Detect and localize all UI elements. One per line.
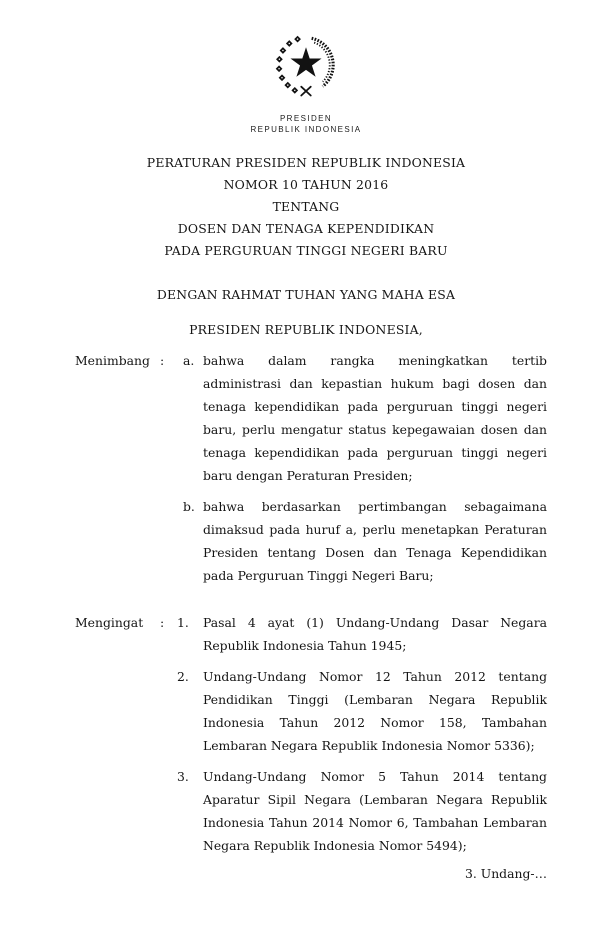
considering-item-b — [177, 495, 547, 587]
title-line-subject-1: DOSEN DAN TENAGA KEPENDIDIKAN — [177, 221, 435, 236]
item-marker: 3. — [177, 769, 189, 784]
seal-caption-line2: REPUBLIK INDONESIA — [250, 124, 362, 134]
item-text: bahwa berdasarkan pertimbangan sebagaimana dimaksud pada huruf a, perlu menetapkan Peraturan Presiden tentang Dosen dan Tenaga Kependidikan pada Perguruan Tinggi Negeri Baru; — [203, 499, 547, 583]
recalling-colon: : — [160, 615, 165, 630]
title-line-tentang: TENTANG — [272, 199, 340, 214]
item-marker: b. — [183, 499, 195, 514]
considering-section — [75, 349, 547, 587]
considering-item-a — [177, 349, 547, 487]
recalling-items — [177, 611, 547, 857]
item-marker: 1. — [177, 615, 189, 630]
item-text: Undang-Undang Nomor 12 Tahun 2012 tentang Pendidikan Tinggi (Lembaran Negara Republik Indonesia Tahun 2012 Nomor 158, Tambahan Lembaran Negara Republik Indonesia Nomor 5336); — [203, 669, 547, 753]
title-line-subject-2: PADA PERGURUAN TINGGI NEGERI BARU — [164, 243, 448, 258]
star-wreath-emblem-icon — [272, 33, 340, 105]
item-text: Undang-Undang Nomor 5 Tahun 2014 tentang Aparatur Sipil Negara (Lembaran Negara Republik Indonesia Tahun 2014 Nomor 6, Tambahan Lembaran Negara Republik Indonesia Nomor 5494); — [203, 769, 547, 853]
item-text: bahwa dalam rangka meningkatkan tertib administrasi dan kepastian hukum bagi dosen dan tenaga kependidikan pada perguruan tinggi negeri baru, perlu mengatur status kepegawaian dosen dan tenaga kependidikan pada perguruan tinggi negeri baru dengan Peraturan Presiden; — [203, 353, 547, 483]
considering-label: Menimbang — [75, 353, 150, 368]
item-text: Pasal 4 ayat (1) Undang-Undang Dasar Negara Republik Indonesia Tahun 1945; — [203, 615, 547, 653]
title-line-regulation: PERATURAN PRESIDEN REPUBLIK INDONESIA — [146, 155, 466, 170]
recalling-item-2 — [177, 665, 547, 757]
invocation-line: DENGAN RAHMAT TUHAN YANG MAHA ESA — [156, 287, 456, 302]
recalling-label: Mengingat — [75, 615, 144, 630]
page-catchword: 3. Undang-… — [465, 866, 547, 881]
seal-caption — [0, 114, 612, 135]
regulation-title — [0, 152, 612, 262]
item-marker: a. — [183, 353, 195, 368]
recalling-item-3 — [177, 765, 547, 857]
recalling-item-1 — [177, 611, 547, 657]
presidential-seal — [0, 0, 612, 135]
title-line-number: NOMOR 10 TAHUN 2016 — [223, 177, 389, 192]
authority-line: PRESIDEN REPUBLIK INDONESIA, — [189, 322, 423, 337]
seal-caption-line1: PRESIDEN — [279, 114, 333, 123]
item-marker: 2. — [177, 669, 189, 684]
considering-colon: : — [160, 353, 165, 368]
recalling-section — [75, 611, 547, 857]
considering-items — [177, 349, 547, 587]
